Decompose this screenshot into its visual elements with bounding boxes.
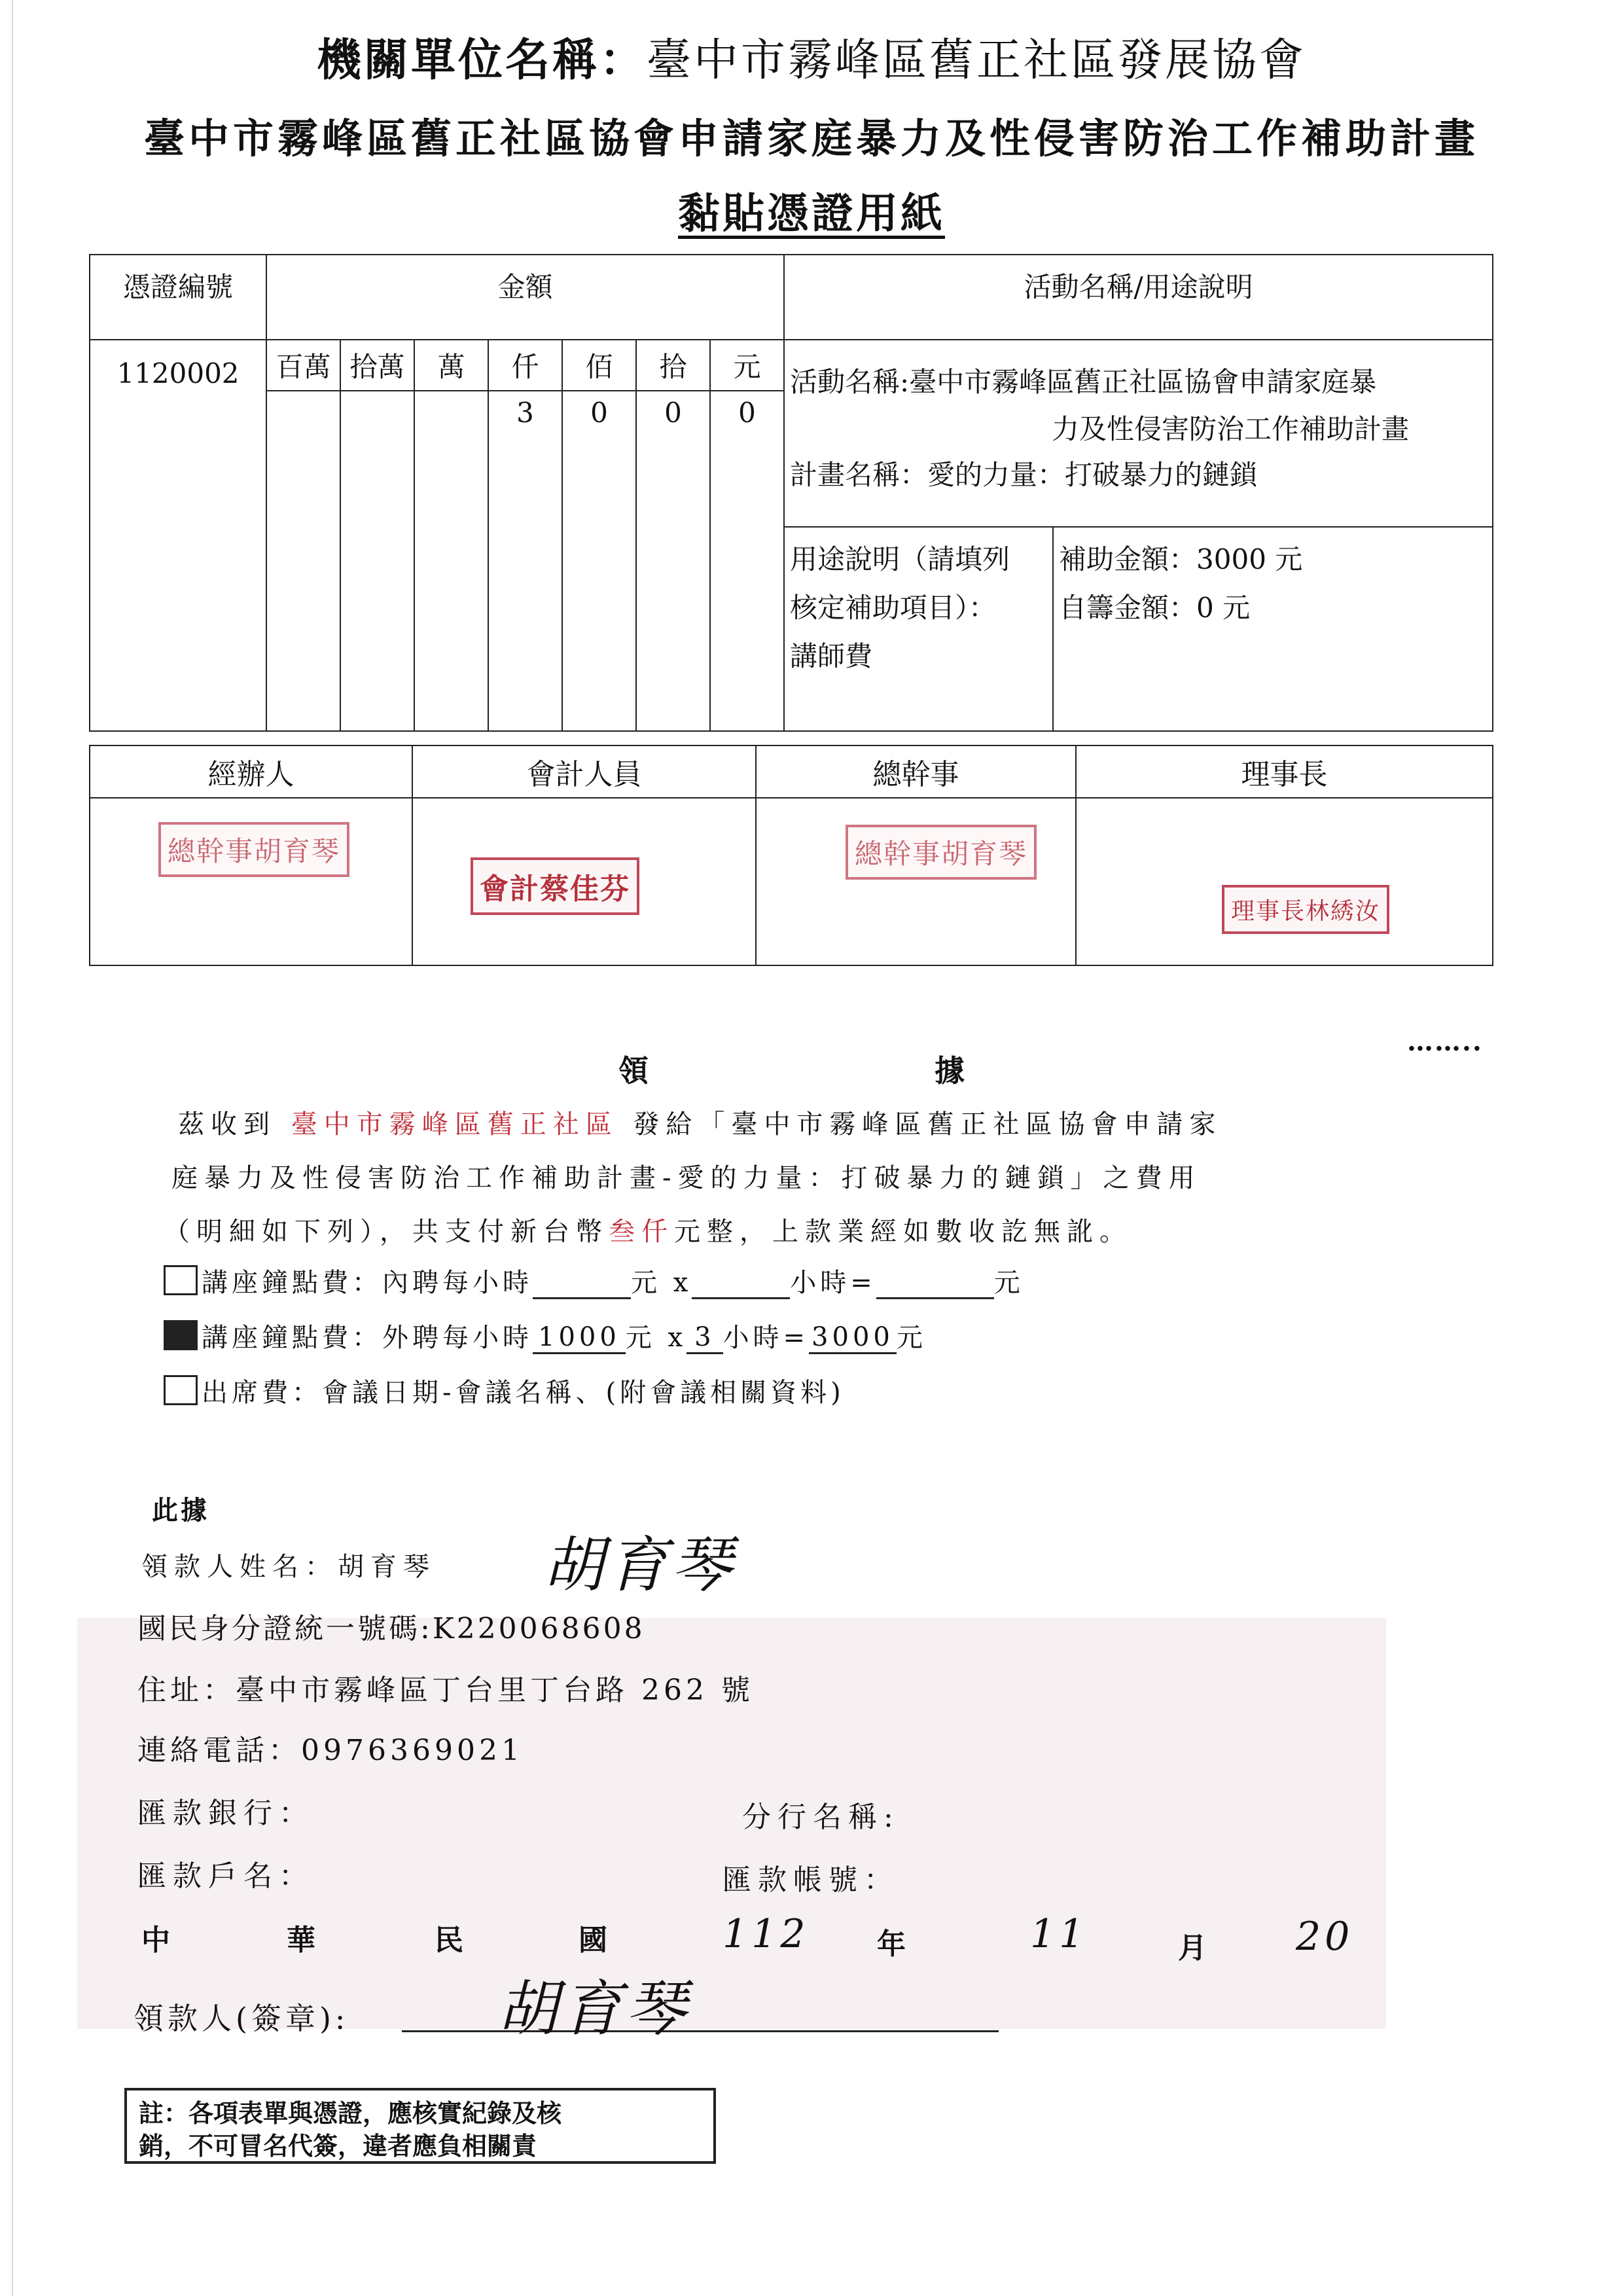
receipt-title-left: 領	[618, 1053, 655, 1088]
fee-item-external	[164, 1317, 927, 1354]
signer-label: 領款人(簽章):	[134, 2001, 349, 2036]
signer-signature: 胡育琴	[497, 1974, 690, 2044]
day-value: 20	[1296, 1914, 1354, 1960]
unit-cell: 拾	[636, 340, 710, 391]
usage-cell	[784, 527, 1053, 731]
digit-cell: 0	[710, 391, 784, 731]
month-label: 月	[1178, 1931, 1213, 1965]
internal-hours-blank[interactable]	[692, 1271, 790, 1299]
paper-title-text: 黏貼憑證用紙	[678, 189, 945, 238]
director-stamp: 總幹事胡育琴	[846, 825, 1037, 880]
date-char: 中	[141, 1924, 177, 1957]
receipt-paragraph-2: 庭暴力及性侵害防治工作補助計畫-愛的力量：打破暴力的鏈鎖」之費用	[171, 1163, 1202, 1193]
activity-name-line2: 力及性侵害防治工作補助計畫	[1052, 413, 1410, 445]
digit-cell	[340, 391, 414, 731]
accountant-stamp: 會計蔡佳芬	[471, 857, 639, 915]
item2-end: 元	[896, 1323, 927, 1353]
account-number: 匯款帳號：	[722, 1863, 899, 1897]
amount-header: 金額	[266, 255, 784, 340]
chairman-stamp-box	[1076, 798, 1493, 965]
voucher-no-header: 憑證編號	[90, 255, 266, 340]
phone: 連絡電話：0976369021	[137, 1734, 524, 1767]
p1-org: 臺中市霧峰區舊正社區	[291, 1109, 618, 1139]
branch: 分行名稱:	[742, 1801, 900, 1834]
handler-stamp-box	[90, 798, 412, 965]
item2-yuan-x: 元 x	[625, 1323, 687, 1353]
unit-cell: 拾萬	[340, 340, 414, 391]
org-name: 臺中市霧峰區舊正社區發展協會	[647, 35, 1307, 86]
internal-total-blank[interactable]	[876, 1271, 994, 1299]
item1-yuan-x: 元 x	[631, 1268, 692, 1298]
note-line-2: 銷，不可冒名代簽，違者應負相關責	[139, 2132, 537, 2161]
receipt-paragraph-3	[164, 1211, 1132, 1248]
p3-suffix: 元整，上款業經如數收訖無訛。	[674, 1217, 1132, 1247]
p3-amount: 叁仟	[609, 1217, 674, 1247]
item1-end: 元	[993, 1268, 1024, 1298]
org-header	[0, 25, 1623, 88]
p3-prefix: （明細如下列），共支付新台幣	[164, 1217, 609, 1247]
date-char: 民	[435, 1924, 470, 1957]
date-char: 國	[579, 1924, 614, 1957]
digit-cell: 0	[636, 391, 710, 731]
self-funded-amount: 自籌金額：0 元	[1059, 592, 1251, 624]
usage-line2: 核定補助項目）：	[790, 592, 997, 624]
usage-line1: 用途說明（請填列	[790, 543, 1010, 575]
payee-name: 領款人姓名：胡育琴	[141, 1552, 436, 1582]
id-number: 國民身分證統一號碼:K220068608	[137, 1612, 645, 1645]
plan-title: 臺中市霧峰區舊正社區協會申請家庭暴力及性侵害防治工作補助計畫	[143, 115, 1479, 162]
payee-signature: 胡育琴	[543, 1530, 736, 1600]
year-label: 年	[877, 1928, 912, 1961]
activity-cell	[784, 340, 1493, 527]
internal-checkbox[interactable]	[164, 1265, 198, 1295]
external-total: 3000	[809, 1322, 897, 1354]
p1-prefix: 茲收到	[178, 1109, 276, 1139]
role-header: 會計人員	[412, 745, 756, 798]
accountant-stamp-box	[412, 798, 756, 965]
activity-name-line1: 活動名稱:臺中市霧峰區舊正社區協會申請家庭暴	[790, 366, 1377, 398]
digit-cell: 3	[488, 391, 562, 731]
receipt-paragraph-1	[178, 1103, 1222, 1141]
internal-rate-blank[interactable]	[533, 1271, 631, 1299]
unit-cell: 萬	[414, 340, 488, 391]
receipt-title-right: 據	[935, 1053, 971, 1088]
note-box	[124, 2088, 716, 2164]
ci-ju: 此據	[152, 1495, 209, 1526]
digit-cell	[414, 391, 488, 731]
handler-stamp: 總幹事胡育琴	[158, 822, 349, 877]
org-label: 機關單位名稱：	[316, 34, 647, 86]
bank: 匯款銀行：	[137, 1797, 314, 1830]
external-checkbox[interactable]	[164, 1320, 198, 1350]
usage-item: 講師費	[790, 640, 873, 672]
paper-title	[0, 180, 1623, 240]
date-char: 華	[287, 1924, 322, 1957]
item1-hours: 小時=	[790, 1268, 876, 1298]
digit-cell: 0	[562, 391, 636, 731]
item2-label: 講座鐘點費：外聘每小時	[202, 1323, 533, 1353]
signature-line[interactable]	[402, 1996, 999, 2032]
unit-cell: 元	[710, 340, 784, 391]
external-rate: 1000	[533, 1322, 626, 1354]
unit-cell: 仟	[488, 340, 562, 391]
digit-cell	[266, 391, 340, 731]
voucher-table	[89, 254, 1493, 732]
role-header: 理事長	[1076, 745, 1493, 798]
dots: ……..	[1407, 1026, 1483, 1057]
unit-cell: 百萬	[266, 340, 340, 391]
unit-cell: 佰	[562, 340, 636, 391]
p1-suffix: 發給「臺中市霧峰區舊正社區協會申請家	[633, 1109, 1222, 1139]
fee-item-attendance	[164, 1372, 845, 1409]
project-name: 計畫名稱：愛的力量：打破暴力的鏈鎖	[790, 459, 1258, 491]
subsidy-amount: 補助金額：3000 元	[1059, 543, 1303, 575]
voucher-no: 1120002	[90, 340, 266, 731]
item1-label: 講座鐘點費：內聘每小時	[202, 1268, 533, 1298]
year-value: 112	[722, 1911, 810, 1957]
fee-item-internal	[164, 1262, 1024, 1299]
chairman-stamp: 理事長林綉汝	[1222, 885, 1389, 934]
item2-hours: 小時=	[722, 1323, 810, 1353]
role-header: 總幹事	[756, 745, 1076, 798]
external-hours-value: 3	[687, 1322, 722, 1354]
activity-header: 活動名稱/用途說明	[784, 255, 1493, 340]
role-header: 經辦人	[90, 745, 412, 798]
account-name: 匯款戶名：	[137, 1859, 314, 1893]
address: 住址：臺中市霧峰區丁台里丁台路 262 號	[137, 1674, 754, 1707]
signoff-table	[89, 745, 1493, 966]
attendance-checkbox[interactable]	[164, 1375, 198, 1405]
page-edge	[0, 0, 13, 2296]
director-stamp-box	[756, 798, 1076, 965]
note-line-1: 註：各項表單與憑證，應核實紀錄及核	[139, 2099, 562, 2128]
month-value: 11	[1030, 1911, 1088, 1957]
funding-cell	[1053, 527, 1493, 731]
item3-label: 出席費：會議日期-會議名稱、(附會議相關資料)	[202, 1378, 845, 1408]
